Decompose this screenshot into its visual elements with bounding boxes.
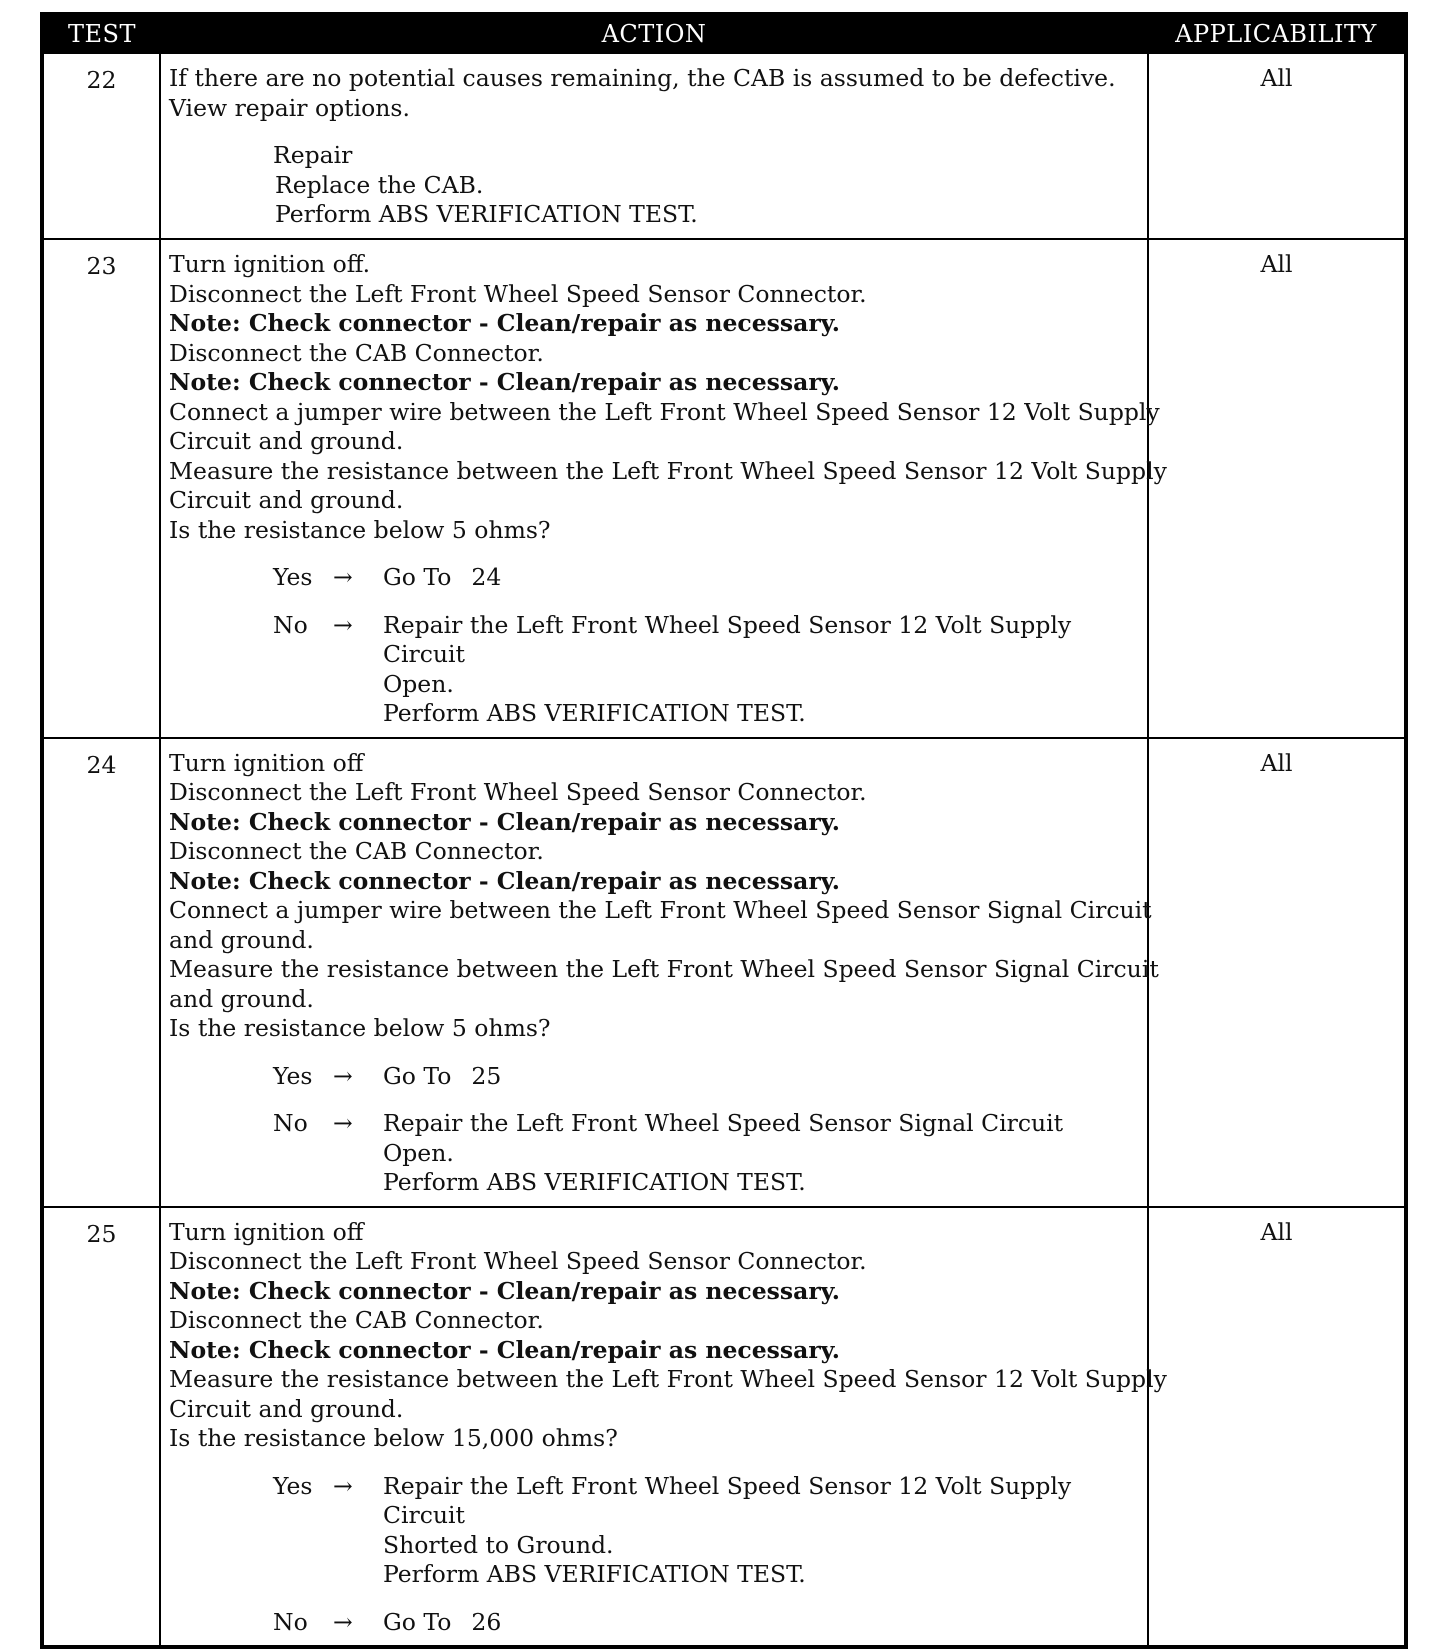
action-line: Disconnect the CAB Connector. xyxy=(169,338,544,367)
no-result xyxy=(383,611,1141,729)
goto-label: Go To xyxy=(383,563,452,591)
table-row xyxy=(42,738,1406,1207)
diagnostic-test-table xyxy=(40,12,1408,1649)
action-line: Circuit and ground. xyxy=(169,1394,404,1423)
test-number: 24 xyxy=(42,738,160,1207)
arrow-icon: → xyxy=(333,1061,353,1090)
action-line: View repair options. xyxy=(169,93,410,122)
header-action: ACTION xyxy=(160,14,1148,53)
goto-test-number: 25 xyxy=(471,1061,502,1090)
applicability-value: All xyxy=(1148,1207,1406,1648)
no-label: No xyxy=(273,1607,308,1636)
no-answer xyxy=(169,1109,1141,1198)
header-test: TEST xyxy=(42,14,160,53)
arrow-icon: → xyxy=(333,1607,353,1636)
action-line: Disconnect the CAB Connector. xyxy=(169,1306,544,1334)
yes-label: Yes xyxy=(273,1061,313,1090)
action-line: Circuit and ground. xyxy=(169,486,404,514)
test-number: 22 xyxy=(42,53,160,239)
result-line: Perform ABS VERIFICATION TEST. xyxy=(383,1560,806,1588)
no-answer xyxy=(169,1608,1141,1638)
result-line: Repair the Left Front Wheel Speed Sensor Signal Circuit Open. xyxy=(383,1109,1064,1167)
action-line: Circuit and ground. xyxy=(169,427,404,455)
action-line: Disconnect the Left Front Wheel Speed Sensor Connector. xyxy=(169,279,867,308)
arrow-icon: → xyxy=(333,1109,353,1137)
table-row xyxy=(42,53,1406,239)
arrow-icon: → xyxy=(333,610,353,639)
goto-test-number: 26 xyxy=(471,1607,502,1636)
yes-answer xyxy=(169,1062,1141,1092)
yes-result xyxy=(383,563,1141,593)
yes-label: Yes xyxy=(273,1471,313,1500)
repair-step: Perform ABS VERIFICATION TEST. xyxy=(275,200,698,228)
action-line: and ground. xyxy=(169,925,314,954)
result-line: Repair the Left Front Wheel Speed Sensor 12 Volt Supply Circuit xyxy=(383,610,1072,668)
action-cell xyxy=(160,738,1159,1207)
action-line: Disconnect the Left Front Wheel Speed Sensor Connector. xyxy=(169,1247,867,1275)
applicability-value: All xyxy=(1148,738,1406,1207)
result-line: Repair the Left Front Wheel Speed Sensor 12 Volt Supply Circuit xyxy=(383,1471,1072,1529)
action-line: Measure the resistance between the Left Front Wheel Speed Sensor 12 Volt Supply xyxy=(169,1365,1167,1393)
no-result xyxy=(383,1109,1141,1198)
yes-label: Yes xyxy=(273,563,313,591)
action-cell xyxy=(160,239,1167,738)
repair-steps xyxy=(169,171,1141,230)
result-line: Perform ABS VERIFICATION TEST. xyxy=(383,699,806,727)
result-line: Perform ABS VERIFICATION TEST. xyxy=(383,1168,806,1196)
note-line: Note: Check connector - Clean/repair as necessary. xyxy=(169,1335,840,1364)
table-row xyxy=(42,1207,1406,1648)
yes-result xyxy=(383,1472,1141,1590)
action-line: Turn ignition off xyxy=(169,1217,364,1246)
goto-label: Go To xyxy=(383,1061,452,1090)
note-line: Note: Check connector - Clean/repair as necessary. xyxy=(169,807,840,836)
applicability-value: All xyxy=(1148,239,1406,738)
question-line: Is the resistance below 5 ohms? xyxy=(169,1014,551,1042)
repair-step: Replace the CAB. xyxy=(275,170,484,199)
repair-label: Repair xyxy=(273,141,353,169)
goto-test-number: 24 xyxy=(471,563,502,591)
question-line: Is the resistance below 5 ohms? xyxy=(169,515,551,544)
no-answer xyxy=(169,611,1141,729)
note-line: Note: Check connector - Clean/repair as necessary. xyxy=(169,368,840,396)
yes-answer xyxy=(169,1472,1141,1590)
question-line: Is the resistance below 15,000 ohms? xyxy=(169,1424,618,1452)
note-line: Note: Check connector - Clean/repair as necessary. xyxy=(169,866,840,895)
arrow-icon: → xyxy=(333,563,353,591)
test-number: 25 xyxy=(42,1207,160,1648)
action-cell xyxy=(160,1207,1167,1648)
applicability-value: All xyxy=(1148,53,1406,239)
note-line: Note: Check connector - Clean/repair as necessary. xyxy=(169,309,840,337)
action-line: Connect a jumper wire between the Left Front Wheel Speed Sensor 12 Volt Supply xyxy=(169,397,1160,426)
action-line: Turn ignition off. xyxy=(169,250,371,278)
no-label: No xyxy=(273,1109,308,1137)
action-line: and ground. xyxy=(169,984,314,1013)
no-label: No xyxy=(273,610,308,639)
test-number: 23 xyxy=(42,239,160,738)
goto-label: Go To xyxy=(383,1607,452,1636)
result-line: Open. xyxy=(383,669,454,698)
no-result xyxy=(383,1608,1141,1638)
action-line: Turn ignition off xyxy=(169,748,364,777)
table-row xyxy=(42,239,1406,738)
action-line: Disconnect the Left Front Wheel Speed Sensor Connector. xyxy=(169,778,867,806)
arrow-icon: → xyxy=(333,1471,353,1500)
yes-answer xyxy=(169,563,1141,593)
action-line: Measure the resistance between the Left Front Wheel Speed Sensor Signal Circuit xyxy=(169,955,1159,983)
result-line: Shorted to Ground. xyxy=(383,1530,614,1559)
header-row xyxy=(42,14,1406,53)
header-applicability: APPLICABILITY xyxy=(1148,14,1406,53)
note-line: Note: Check connector - Clean/repair as necessary. xyxy=(169,1276,840,1305)
action-line: If there are no potential causes remaining, the CAB is assumed to be defective. xyxy=(169,64,1116,92)
yes-result xyxy=(383,1062,1141,1092)
action-line: Connect a jumper wire between the Left Front Wheel Speed Sensor Signal Circuit xyxy=(169,896,1152,924)
action-line: Disconnect the CAB Connector. xyxy=(169,837,544,865)
action-line: Measure the resistance between the Left Front Wheel Speed Sensor 12 Volt Supply xyxy=(169,456,1167,485)
action-cell xyxy=(160,53,1148,239)
